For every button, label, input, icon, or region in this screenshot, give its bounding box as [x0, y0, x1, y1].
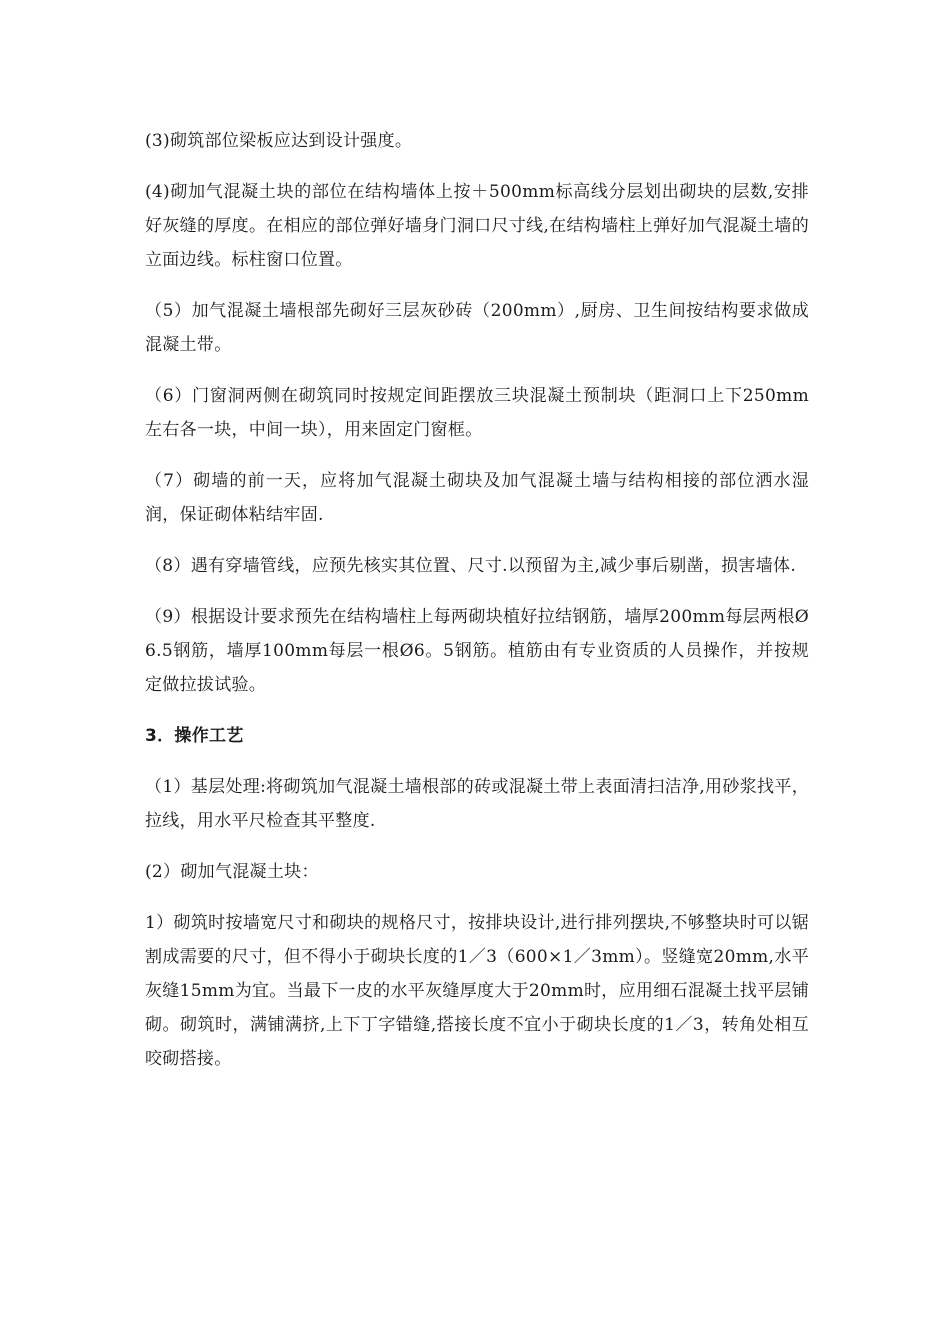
- paragraph-5: （5）加气混凝土墙根部先砌好三层灰砂砖（200mm）,厨房、卫生间按结构要求做成混凝土带。: [145, 301, 809, 355]
- paragraph-9: （9）根据设计要求预先在结构墙柱上每两砌块植好拉结钢筋，墙厚200mm每层两根Ø6.5钢筋，墙厚100mm每层一根Ø6。5钢筋。植筋由有专业资质的人员操作，并按规定做拉拔试验。: [145, 607, 809, 695]
- section-item-1: （1）基层处理:将砌筑加气混凝土墙根部的砖或混凝土带上表面清扫洁净,用砂浆找平，拉线，用水平尺检查其平整度.: [145, 777, 809, 831]
- paragraph-6: （6）门窗洞两侧在砌筑同时按规定间距摆放三块混凝土预制块（距洞口上下250mm左右各一块，中间一块），用来固定门窗框。: [145, 386, 809, 440]
- paragraph-7: （7）砌墙的前一天，应将加气混凝土砌块及加气混凝土墙与结构相接的部位洒水湿润，保证砌体粘结牢固.: [145, 471, 809, 525]
- paragraph-4: (4)砌加气混凝土块的部位在结构墙体上按＋500mm标高线分层划出砌块的层数,安排好灰缝的厚度。在相应的部位弹好墙身门洞口尺寸线,在结构墙柱上弹好加气混凝土墙的立面边线。标柱窗口位置。: [145, 182, 809, 270]
- paragraph-8: （8）遇有穿墙管线，应预先核实其位置、尺寸.以预留为主,减少事后剔凿，损害墙体.: [145, 556, 797, 576]
- document-body: [145, 124, 809, 1093]
- section-item-2: (2）砌加气混凝土块：: [145, 862, 319, 882]
- paragraph-3: (3)砌筑部位梁板应达到设计强度。: [145, 131, 413, 151]
- section-heading: 3．操作工艺: [145, 726, 244, 746]
- section-item-2-1: 1）砌筑时按墙宽尺寸和砌块的规格尺寸，按排块设计,进行排列摆块,不够整块时可以锯割成需要的尺寸，但不得小于砌块长度的1／3（600×1／3mm）。竖缝宽20mm,水平灰缝15mm为宜。当最下一皮的水平灰缝厚度大于20mm时，应用细石混凝土找平层铺砌。砌筑时，满铺满挤,上下丁字错缝,搭接长度不宜小于砌块长度的1／3，转角处相互咬砌搭接。: [145, 913, 809, 1069]
